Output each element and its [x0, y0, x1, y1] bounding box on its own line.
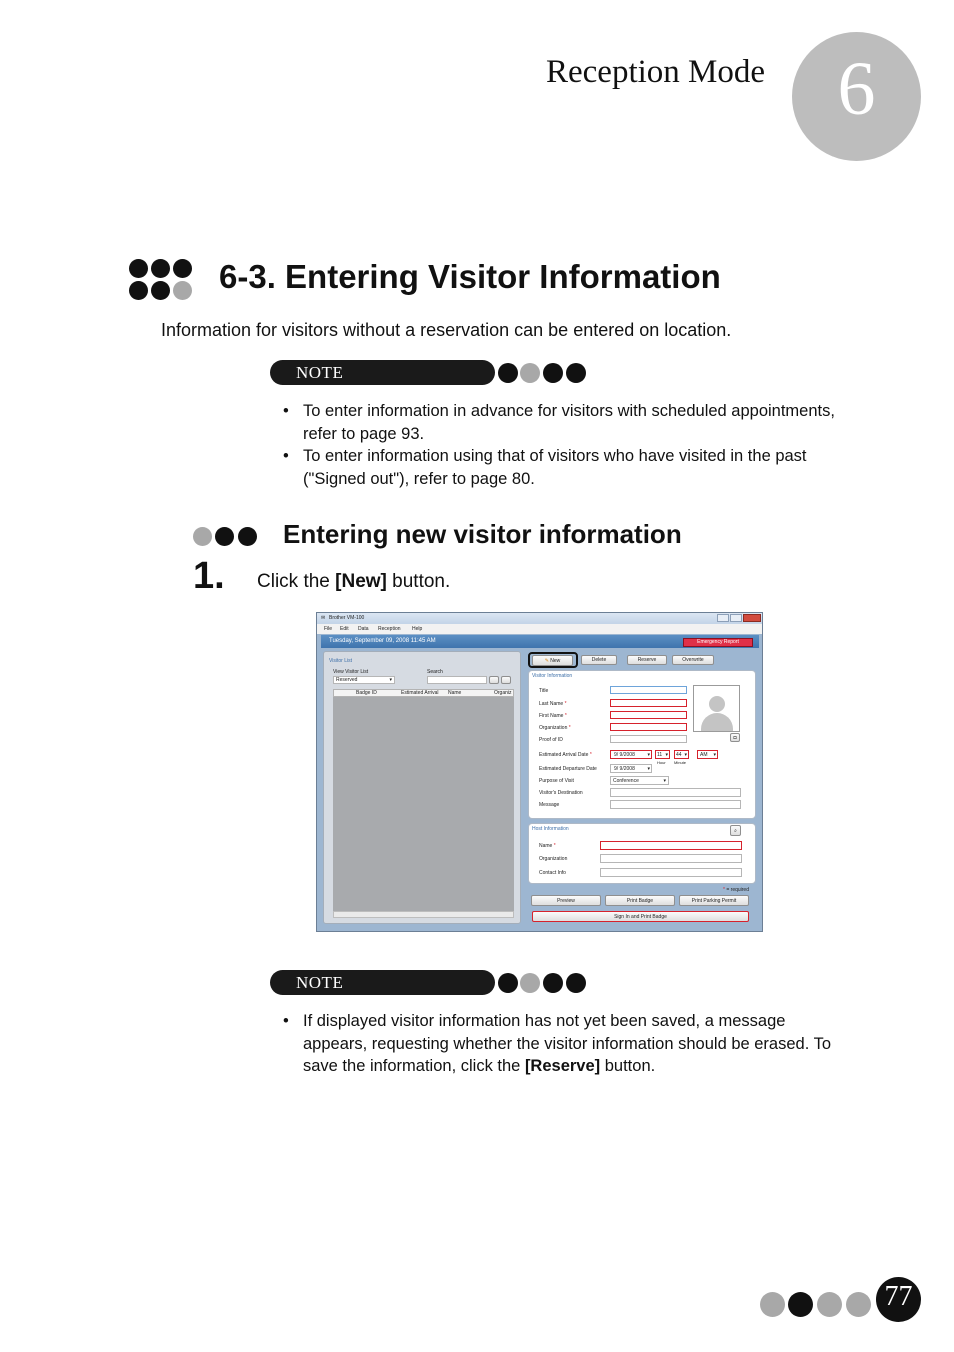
arrival-date-label: Estimated Arrival Date *: [539, 752, 592, 758]
host-organization-input[interactable]: [600, 854, 742, 863]
delete-button[interactable]: Delete: [581, 655, 617, 665]
visitor-info-title: Visitor Information: [532, 673, 573, 679]
date-text: Tuesday, September 09, 2008 11:45 AM: [329, 638, 436, 644]
message-input[interactable]: [610, 800, 741, 809]
title-input[interactable]: [610, 686, 687, 694]
emergency-report-button[interactable]: Emergency Report: [683, 638, 753, 647]
note-banner: [270, 360, 495, 385]
list-header: [333, 689, 514, 697]
menu-file[interactable]: File: [324, 626, 333, 632]
overwrite-button[interactable]: Overwrite: [672, 655, 714, 665]
note-label: NOTE: [296, 363, 344, 382]
departure-date-label: Estimated Departure Date: [539, 766, 597, 772]
search-label: Search: [427, 669, 443, 675]
window-title: Brother VM-100: [329, 615, 365, 621]
move-down-icon[interactable]: [501, 676, 511, 684]
close-button[interactable]: [743, 614, 761, 622]
purpose-label: Purpose of Visit: [539, 778, 574, 784]
note-banner: [270, 970, 495, 995]
print-badge-button[interactable]: Print Badge: [605, 895, 675, 906]
host-name-input[interactable]: [600, 841, 742, 850]
step-text: Click the [New] button.: [257, 571, 451, 592]
menu-reception[interactable]: Reception: [378, 626, 401, 632]
menu-data[interactable]: Data: [358, 626, 369, 632]
host-contact-label: Contact Info: [539, 870, 566, 876]
menu-bar: [317, 624, 763, 634]
arrival-ampm-select[interactable]: AM ▾: [697, 750, 718, 759]
new-button[interactable]: ✎ New: [532, 655, 573, 666]
arrival-date-input[interactable]: 9/ 9/2008 ▾: [610, 750, 652, 759]
title-bar: [317, 613, 763, 624]
print-parking-permit-button[interactable]: Print Parking Permit: [679, 895, 749, 906]
message-label: Message: [539, 802, 560, 808]
chapter-title: Reception Mode: [546, 54, 766, 90]
required-note: * = required: [723, 887, 749, 893]
col-organization[interactable]: Organiz: [494, 690, 512, 696]
first-name-label: First Name *: [539, 713, 567, 719]
destination-input[interactable]: [610, 788, 741, 797]
host-contact-input[interactable]: [600, 868, 742, 877]
list-item: • To enter information using that of visitors who have visited in the past ("Signed out"), refer to page 80.: [283, 447, 807, 488]
subsection-title: Entering new visitor information: [283, 519, 682, 549]
hour-label: Hour: [657, 760, 666, 765]
section-title: 6-3. Entering Visitor Information: [219, 258, 721, 295]
app-screenshot: [316, 612, 763, 932]
list-item: • If displayed visitor information has not yet been saved, a message appears, requesting whether the visitor information should be erased. To save the information, click the [Reserve] button.: [283, 1012, 832, 1075]
note-label: NOTE: [296, 973, 344, 992]
view-list-label: View Visitor List: [333, 669, 369, 675]
visitor-list-title: Visitor List: [329, 658, 352, 664]
proof-of-id-label: Proof of ID: [539, 737, 563, 743]
app-icon: ✉: [321, 615, 326, 621]
list-item: • To enter information in advance for visitors with scheduled appointments, refer to page 93.: [283, 402, 835, 443]
host-organization-label: Organization: [539, 856, 568, 862]
last-name-label: Last Name *: [539, 701, 567, 707]
host-info-title: Host Information: [532, 826, 569, 832]
menu-edit[interactable]: Edit: [340, 626, 349, 632]
title-label: Title: [539, 688, 549, 694]
page-number: 77: [884, 1281, 913, 1312]
visitor-list-body[interactable]: [333, 697, 514, 911]
menu-help[interactable]: Help: [412, 626, 423, 632]
purpose-select[interactable]: Conference ▾: [610, 776, 669, 785]
last-name-input[interactable]: [610, 699, 687, 707]
col-name[interactable]: Name: [448, 690, 462, 696]
departure-date-input[interactable]: 9/ 9/2008 ▾: [610, 764, 652, 773]
move-up-icon[interactable]: [489, 676, 499, 684]
proof-of-id-input[interactable]: [610, 735, 687, 743]
intro-text: Information for visitors without a reservation can be entered on location.: [161, 320, 732, 340]
visitor-photo: [693, 685, 740, 732]
note2-list: [283, 1010, 898, 1078]
maximize-button[interactable]: [730, 614, 742, 622]
sign-in-print-badge-button[interactable]: Sign In and Print Badge: [532, 911, 749, 922]
note1-list: [283, 400, 898, 490]
destination-label: Visitor's Destination: [539, 790, 583, 796]
camera-icon[interactable]: ◘: [730, 733, 740, 742]
search-icon[interactable]: ⌕: [730, 825, 741, 836]
search-input[interactable]: [427, 676, 487, 684]
view-list-select[interactable]: Reserved ▾: [333, 676, 395, 684]
first-name-input[interactable]: [610, 711, 687, 719]
chapter-number: 6: [837, 47, 876, 131]
minimize-button[interactable]: [717, 614, 729, 622]
step-number: 1.: [193, 555, 225, 597]
horizontal-scrollbar[interactable]: [333, 911, 514, 918]
col-estimated-arrival[interactable]: Estimated Arrival: [401, 690, 439, 696]
minute-label: Minute: [674, 760, 687, 765]
host-name-label: Name *: [539, 843, 556, 849]
reserve-button[interactable]: Reserve: [627, 655, 667, 665]
organization-label: Organization *: [539, 725, 571, 731]
highlight-box: [528, 652, 578, 668]
arrival-minute-select[interactable]: 44 ▾: [676, 752, 687, 758]
col-badge-id[interactable]: Badge ID: [356, 690, 377, 696]
organization-input[interactable]: [610, 723, 687, 731]
preview-button[interactable]: Preview: [531, 895, 601, 906]
arrival-hour-select[interactable]: 11 ▾: [657, 752, 668, 758]
